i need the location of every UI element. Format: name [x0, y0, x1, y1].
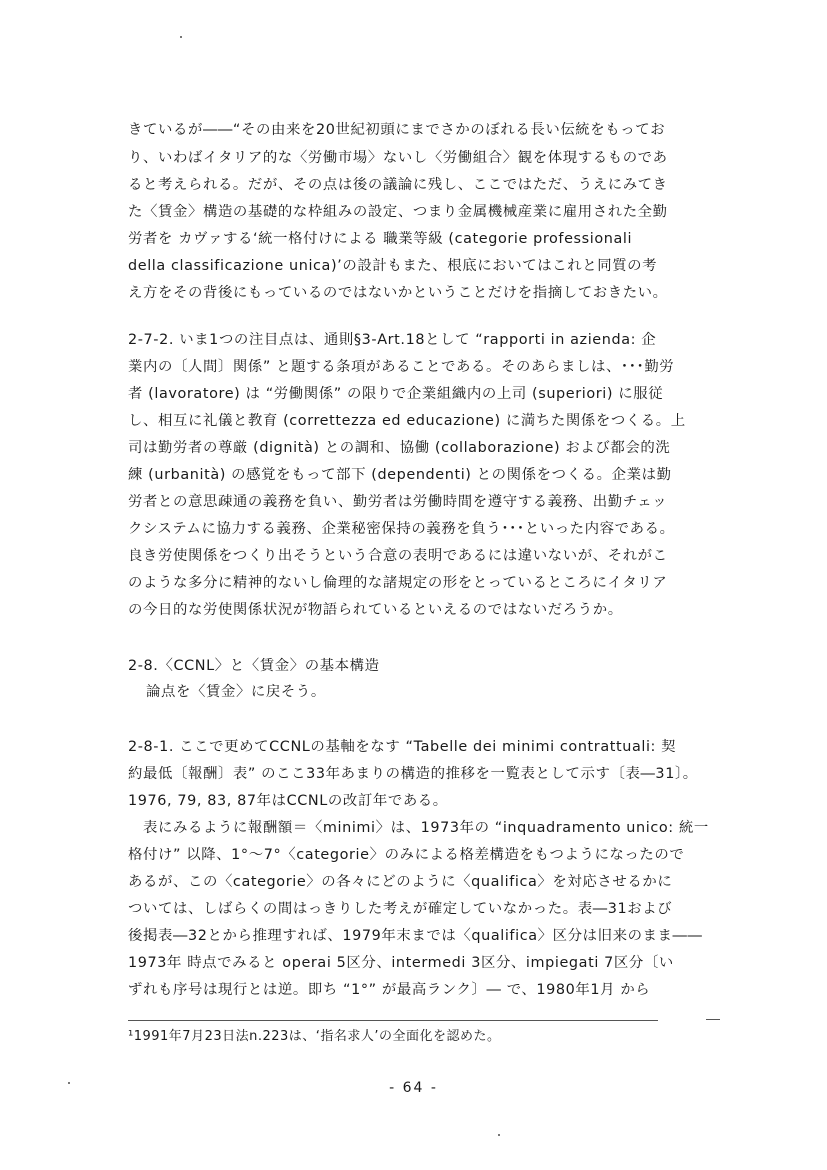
footnote-rule-tick — [706, 1019, 720, 1020]
text-line: 2-8-1. ここで更めてCCNLの基軸をなす “Tabelle dei minimi contrattuali: 契 — [128, 739, 677, 755]
text-line: 表にみるように報酬額＝〈minimi〉は、1973年の “inquadramento unico: 統一 — [128, 820, 709, 836]
text-line: della classificazione unica)’の設計もまた、根底においてはこれと同質の考 — [128, 258, 658, 274]
text-line: 格付け” 以降、1°～7°〈categorie〉のみによる格差構造をもつようになったので — [128, 847, 685, 863]
section-heading: 2-8.〈CCNL〉と〈賃金〉の基本構造 — [128, 658, 380, 674]
footnote-rule — [128, 1020, 658, 1021]
text-line: え方をその背後にもっているのではないかということだけを指摘しておきたい。 — [128, 285, 668, 301]
text-line: あるが、この〈categorie〉の各々にどのように〈qualifica〉を対応させるかに — [128, 874, 673, 890]
footnote: ¹1991年7月23日法n.223は、‘指名求人’の全面化を認めた。 — [128, 1029, 501, 1044]
text-line: 労者との意思疎通の義務を負い、勤労者は労働時間を遵守する義務、出勤チェッ — [128, 494, 668, 510]
scan-speck — [68, 1082, 70, 1084]
text-line: 2-7-2. いま1つの注目点は、通則§3-Art.18として “rapporti in azienda: 企 — [128, 332, 657, 348]
text-line: ずれも序号は現行とは逆。即ち “1°” が最高ランク〕― で、1980年1月 から — [128, 982, 651, 998]
text-line: クシステムに協力する義務、企業秘密保持の義務を負う･･･といった内容である。 — [128, 521, 675, 537]
text-line: 1973年 時点でみると operai 5区分、intermedi 3区分、impiegati 7区分〔い — [128, 955, 674, 971]
text-line: ついては、しばらくの間はっきりした考えが確定していなかった。表―31および — [128, 901, 673, 917]
text-line: 練 (urbanità) の感覚をもって部下 (dependenti) との関係をつくる。企業は勤 — [128, 467, 672, 483]
text-line: し、相互に礼儀と教育 (correttezza ed educazione) に満ちた関係をつくる。上 — [128, 413, 686, 429]
page-number: - 64 - — [389, 1080, 438, 1096]
text-line: 業内の〔人間〕関係” と題する条項があることである。そのあらましは、･･･勤労 — [128, 359, 675, 375]
text-line: 司は勤労者の尊厳 (dignità) との調和、協働 (collaborazione) および都会的洗 — [128, 440, 671, 456]
text-line: 良き労使関係をつくり出そうという合意の表明であるには違いないが、それがこ — [128, 548, 668, 564]
section-intro: 論点を〈賃金〉に戻そう。 — [146, 684, 326, 700]
scan-speck — [180, 36, 182, 38]
text-line: 1976, 79, 83, 87年はCCNLの改訂年である。 — [128, 793, 448, 809]
text-line: た〈賃金〉構造の基礎的な枠組みの設定、つまり金属機械産業に雇用された全勤 — [128, 204, 668, 220]
text-line: り、いわばイタリア的な〈労働市場〉ないし〈労働組合〉観を体現するものであ — [128, 150, 668, 166]
text-line: 労者を カヴァする‘統一格付けによる 職業等級 (categorie professionali — [128, 231, 633, 247]
scan-speck — [498, 1134, 500, 1136]
text-line: 後掲表―32とから推理すれば、1979年末までは〈qualifica〉区分は旧来のまま―― — [128, 928, 703, 944]
text-line: の今日的な労使関係状況が物語られているといえるのではないだろうか。 — [128, 602, 623, 618]
text-line: ると考えられる。だが、その点は後の議論に残し、ここではただ、うえにみてき — [128, 177, 668, 193]
text-line: 者 (lavoratore) は “労働関係” の限りで企業組織内の上司 (superiori) に服従 — [128, 386, 664, 402]
text-line: 約最低〔報酬〕表” のここ33年あまりの構造的推移を一覧表として示す〔表―31〕。 — [128, 766, 698, 782]
text-line: きているが――“その由来を20世紀初頭にまでさかのぼれる長い伝統をもってお — [128, 122, 666, 138]
text-line: のような多分に精神的ないし倫理的な諸規定の形をとっているところにイタリア — [128, 575, 668, 591]
